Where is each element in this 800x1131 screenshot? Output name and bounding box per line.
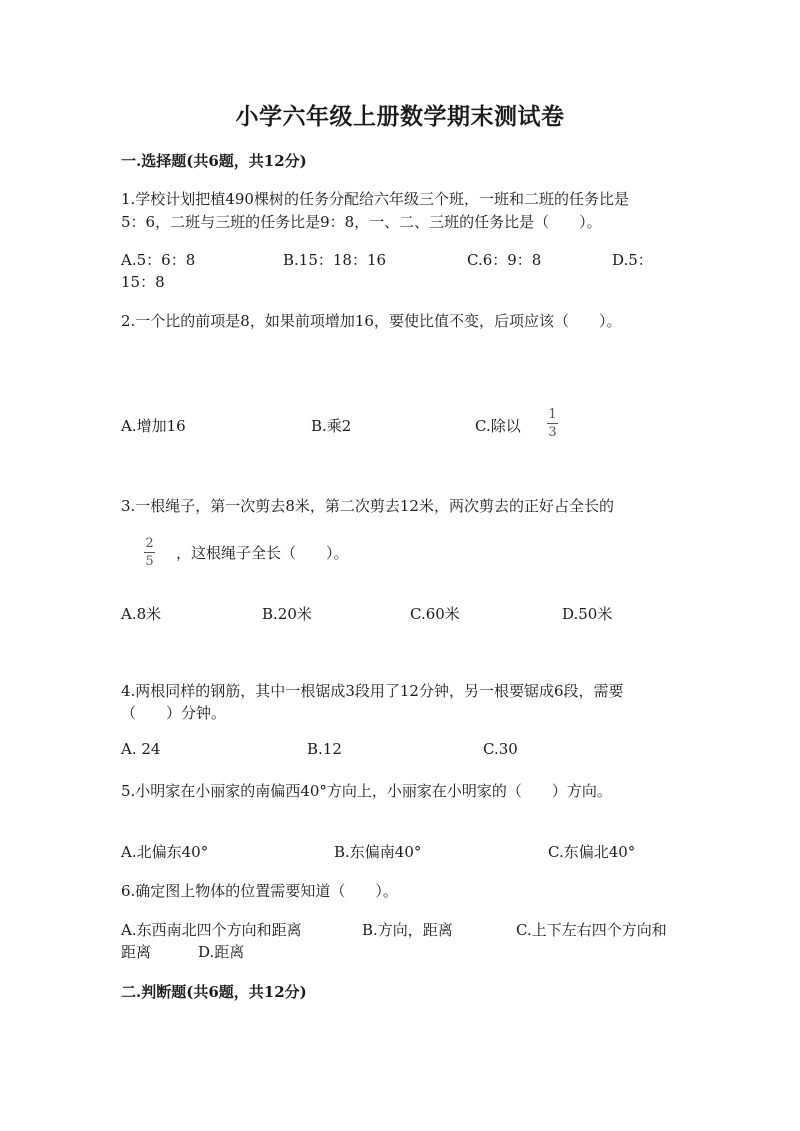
question-3-option-c: C.60米 [410,605,460,623]
question-6-option-b: B.方向，距离 [362,921,453,939]
fraction-numerator: 1 [548,407,557,422]
question-4-option-c: C.30 [483,740,518,758]
question-4-line-1: 4.两根同样的钢筋，其中一根锯成3段用了12分钟，另一根要锯成6段，需要 [121,682,624,700]
question-3-line-1: 3.一根绳子，第一次剪去8米，第二次剪去12米，两次剪去的正好占全长的 [121,497,614,515]
question-6-option-d: D.距离 [198,943,245,961]
fraction-bar [547,423,558,424]
question-2-fraction [547,408,558,439]
question-3-option-d: D.50米 [562,605,613,623]
section-heading-judgement: 二.判断题(共6题，共12分) [121,983,307,1001]
question-1-option-d: D.5： [612,251,653,269]
section-heading-choice: 一.选择题(共6题，共12分) [121,152,307,170]
fraction-denominator: 5 [145,554,154,569]
question-5-option-c: C.东偏北40° [548,843,636,861]
fraction-denominator: 3 [548,425,557,440]
question-4-option-b: B.12 [307,740,342,758]
question-3-line-2: ，这根绳子全长（ ）。 [176,544,349,562]
question-1-option-b: B.15：18：16 [283,251,387,269]
question-2-option-a: A.增加16 [121,417,186,435]
question-3-option-a: A.8米 [121,605,162,623]
question-2-option-c: C.除以 [475,417,521,435]
fraction-bar [144,552,155,553]
question-3-option-b: B.20米 [262,605,312,623]
page-title: 小学六年级上册数学期末测试卷 [235,103,565,130]
question-2-option-b: B.乘2 [311,417,352,435]
question-1-option-c: C.6：9：8 [467,251,542,269]
question-6-line-1: 6.确定图上物体的位置需要知道（ ）。 [121,882,398,900]
question-6-option-c-continued: 距离 [121,943,152,961]
question-1-line-1: 1.学校计划把植490棵树的任务分配给六年级三个班，一班和二班的任务比是 [121,190,629,208]
question-1-option-a: A.5：6：8 [121,251,196,269]
question-5-option-a: A.北偏东40° [121,843,209,861]
question-6-option-c: C.上下左右四个方向和 [516,921,667,939]
question-6-option-a: A.东西南北四个方向和距离 [121,921,302,939]
question-1-line-2: 5：6，二班与三班的任务比是9：8，一、二、三班的任务比是（ ）。 [121,213,602,231]
question-4-line-2: （ ）分钟。 [121,704,227,722]
question-3-fraction [144,537,155,568]
question-4-option-a: A. 24 [121,740,161,758]
question-5-option-b: B.东偏南40° [334,843,422,861]
fraction-numerator: 2 [145,536,154,551]
question-1-option-d-continued: 15：8 [121,273,165,291]
question-2-line-1: 2.一个比的前项是8，如果前项增加16，要使比值不变，后项应该（ ）。 [121,312,622,330]
question-5-line-1: 5.小明家在小丽家的南偏西40°方向上，小丽家在小明家的（ ）方向。 [121,782,612,800]
